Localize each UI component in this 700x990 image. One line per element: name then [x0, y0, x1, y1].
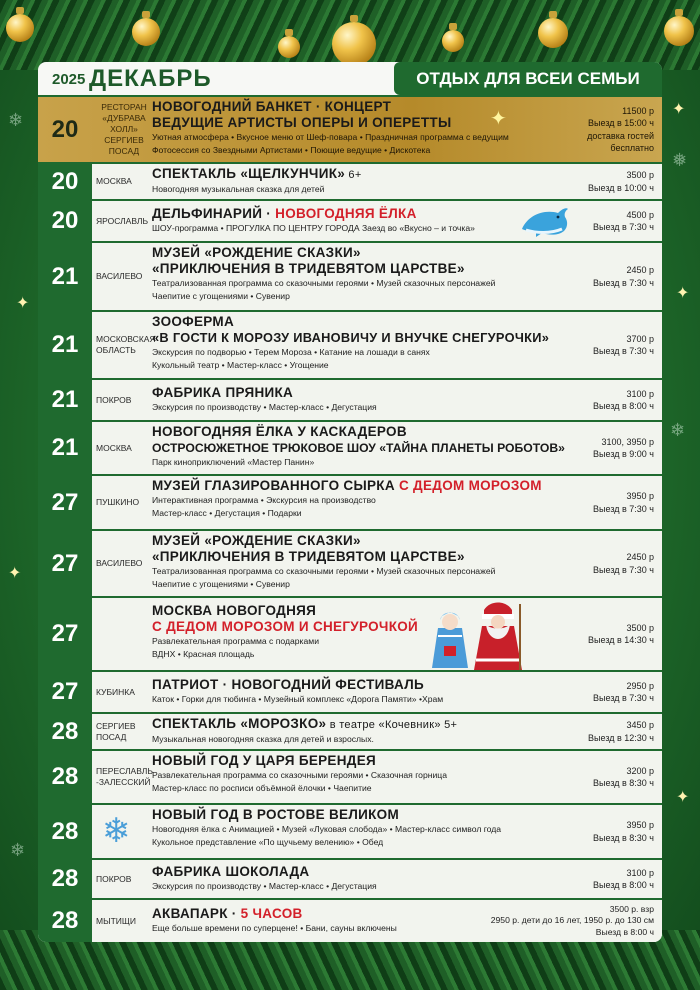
event-row[interactable]: [38, 378, 662, 420]
event-price: [593, 201, 654, 241]
star-icon: ✦: [672, 101, 686, 118]
event-city: СЕРГИЕВ ПОСАД: [96, 720, 136, 742]
event-price: [588, 598, 654, 670]
event-date: 27: [38, 531, 92, 596]
event-body: [152, 533, 588, 590]
header-slogan: ОТДЫХ ДЛЯ ВСЕИ СЕМЬИ: [394, 62, 662, 95]
event-date: 21: [38, 243, 92, 310]
snow-maiden-icon: [430, 606, 470, 668]
event-row[interactable]: [38, 162, 662, 199]
event-city: МЫТИЩИ: [96, 915, 136, 926]
event-desc: ШОУ-программа • ПРОГУЛКА ПО ЦЕНТРУ ГОРОДА Заезд во «Вкусно – и точка»: [152, 223, 475, 233]
schedule-header: [38, 62, 662, 95]
event-row[interactable]: [38, 858, 662, 898]
header-year: 2025: [52, 71, 86, 88]
event-city: МОСКВА: [96, 442, 132, 453]
departure-time: Выезд в 12:30 ч: [588, 732, 654, 743]
event-title: ФАБРИКА ШОКОЛАДА: [152, 864, 310, 879]
event-price: [593, 243, 654, 310]
snowflake-icon: ❄: [102, 812, 131, 850]
event-price: [593, 751, 654, 803]
event-desc: Мастер-класс по росписи объёмной ёлочки • Чаепитие: [152, 782, 372, 793]
event-title-line2: «ПРИКЛЮЧЕНИЯ В ТРИДЕВЯТОМ ЦАРСТВЕ»: [152, 549, 465, 564]
event-title: ДЕЛЬФИНАРИЙ · НОВОГОДНЯЯ ЁЛКА: [152, 206, 417, 221]
event-title: НОВОГОДНИЙ БАНКЕТ · КОНЦЕРТ: [152, 99, 392, 114]
price-value: 3100 р: [626, 388, 654, 399]
event-title: НОВОГОДНЯЯ ЁЛКА У КАСКАДЕРОВ: [152, 424, 407, 439]
event-date: 21: [38, 312, 92, 378]
gold-ornament-icon: [538, 18, 568, 48]
event-price: [593, 312, 654, 378]
event-date: 20: [38, 164, 92, 199]
event-date: 21: [38, 380, 92, 420]
event-desc: Чаепитие с угощениями • Сувенир: [152, 578, 290, 589]
departure-time: Выезд в 8:30 ч: [593, 778, 654, 788]
event-title-extra: 6+: [345, 169, 362, 181]
event-body: [152, 478, 588, 519]
price-note: доставка гостей: [587, 130, 654, 141]
event-desc: Уютная атмосфера • Вкусное меню от Шеф-повара • Праздничная программа с ведущим: [152, 132, 509, 142]
event-price: [593, 476, 654, 529]
event-desc: ВДНХ • Красная площадь: [152, 648, 255, 659]
event-body: [152, 677, 588, 706]
event-desc: Развлекательная программа с подарками: [152, 636, 319, 646]
event-body: [152, 864, 588, 893]
event-row[interactable]: [38, 712, 662, 749]
event-city: ПОКРОВ: [96, 394, 132, 405]
price-value: 3500 р: [626, 170, 654, 180]
event-date: 28: [38, 714, 92, 749]
price-note: 2950 р. дети до 16 лет, 1950 р. до 130 см: [490, 915, 654, 926]
event-desc: Театрализованная программа со сказочными героями • Музей сказочных персонажей: [152, 278, 496, 288]
event-date: 27: [38, 476, 92, 529]
event-row[interactable]: [38, 670, 662, 712]
event-price: [588, 714, 654, 749]
event-city: [96, 805, 154, 858]
departure-time: Выезд в 10:00 ч: [588, 182, 654, 193]
event-desc: Интерактивная программа • Экскурсия на производство: [152, 495, 376, 505]
star-icon: ✦: [16, 295, 30, 312]
departure-time: Выезд в 15:00 ч: [588, 118, 654, 128]
event-title: МУЗЕЙ «РОЖДЕНИЕ СКАЗКИ»: [152, 245, 361, 260]
event-body: [152, 99, 588, 156]
event-city: МОСКОВСКАЯ ОБЛАСТЬ: [96, 334, 156, 355]
event-title: ПАТРИОТ · НОВОГОДНИЙ ФЕСТИВАЛЬ: [152, 677, 425, 692]
event-date: 27: [38, 672, 92, 712]
event-desc: Музыкальная новогодняя сказка для детей и взрослых.: [152, 734, 374, 744]
event-city: ВАСИЛЕВО: [96, 558, 143, 568]
event-desc: Новогодняя ёлка с Анимацией • Музей «Луковая слобода» • Мастер-класс символ года: [152, 824, 502, 834]
price-value: 11500 р: [622, 105, 654, 116]
event-title: СПЕКТАКЛЬ «МОРОЗКО» в театре «Кочевник» 5+: [152, 716, 458, 731]
event-title-highlight: 5 ЧАСОВ: [240, 906, 303, 921]
event-row[interactable]: [38, 898, 662, 942]
event-desc: Экскурсия по подворью • Терем Мороза • Катание на лошади в санях: [152, 347, 430, 357]
event-city: ВАСИЛЕВО: [96, 271, 143, 281]
event-price: [593, 672, 654, 712]
event-date: 27: [38, 598, 92, 670]
event-row[interactable]: [38, 241, 662, 310]
gold-ornament-icon: [442, 30, 464, 52]
event-date: 20: [51, 115, 79, 143]
price-note: бесплатно: [610, 143, 654, 153]
event-title-line2: «ПРИКЛЮЧЕНИЯ В ТРИДЕВЯТОМ ЦАРСТВЕ»: [152, 261, 465, 276]
event-title-line2: «В ГОСТИ К МОРОЗУ ИВАНОВИЧУ И ВНУЧКЕ СНЕГУРОЧКИ»: [152, 330, 550, 345]
event-title: МУЗЕЙ ГЛАЗИРОВАННОГО СЫРКА С ДЕДОМ МОРОЗОМ: [152, 478, 542, 493]
price-value: 2450 р: [626, 265, 654, 275]
event-date: 20: [38, 201, 92, 241]
departure-time: Выезд в 7:30 ч: [593, 693, 654, 703]
event-date: 28: [38, 751, 92, 803]
schedule-card: [38, 62, 662, 942]
event-row[interactable]: [38, 803, 662, 858]
price-value: 3700 р: [626, 333, 654, 344]
event-title: МОСКВА НОВОГОДНЯЯ: [152, 603, 317, 618]
event-title: МУЗЕЙ «РОЖДЕНИЕ СКАЗКИ»: [152, 533, 361, 548]
departure-time: Выезд в 8:00 ч: [593, 880, 654, 890]
event-city: ПУШКИНО: [96, 497, 140, 507]
event-title-highlight: С ДЕДОМ МОРОЗОМ И СНЕГУРОЧКОЙ: [152, 619, 419, 634]
event-row[interactable]: [38, 749, 662, 803]
event-row[interactable]: [38, 420, 662, 474]
event-price: [593, 380, 654, 420]
event-desc: Мастер-класс • Дегустация • Подарки: [152, 507, 302, 518]
gold-ornament-icon: [278, 36, 300, 58]
sparkle-icon: ✦: [490, 108, 507, 130]
event-date: 28: [38, 805, 92, 858]
event-desc: Фотосессия со Звездными Артистами • Поющие ведущие • Дискотека: [152, 144, 431, 155]
event-row[interactable]: [38, 529, 662, 596]
event-desc: Парк киноприключений «Мастер Панин»: [152, 457, 315, 467]
event-row-featured[interactable]: [38, 95, 662, 162]
event-title-highlight: НОВОГОДНЯЯ ЁЛКА: [275, 206, 417, 221]
departure-time: Выезд в 7:30 ч: [593, 222, 654, 232]
snowflake-icon: ❄: [10, 840, 26, 860]
dolphin-icon: [518, 203, 572, 241]
event-row[interactable]: [38, 474, 662, 529]
departure-time: Выезд в 7:30 ч: [593, 346, 654, 356]
event-desc: Кукольное представление «По щучьему велению» • Обед: [152, 836, 384, 847]
event-title-line2: ОСТРОСЮЖЕТНОЕ ТРЮКОВОЕ ШОУ «ТАЙНА ПЛАНЕТЫ РОБОТОВ»: [152, 441, 565, 455]
event-title: НОВЫЙ ГОД У ЦАРЯ БЕРЕНДЕЯ: [152, 753, 377, 768]
event-title: НОВЫЙ ГОД В РОСТОВЕ ВЕЛИКОМ: [152, 807, 400, 822]
departure-time: Выезд в 14:30 ч: [588, 635, 654, 645]
event-city: ЯРОСЛАВЛЬ: [96, 215, 149, 226]
event-title: ЗООФЕРМА: [152, 314, 235, 329]
star-icon: ✦: [676, 789, 690, 806]
event-title: ФАБРИКА ПРЯНИКА: [152, 385, 294, 400]
event-city: [96, 598, 154, 670]
event-body: [152, 385, 588, 414]
event-city: ПОКРОВ: [96, 873, 132, 884]
departure-time: Выезд в 8:00 ч: [593, 401, 654, 411]
event-desc: Кукольный театр • Мастер-класс • Угощение: [152, 359, 329, 370]
event-body: [152, 166, 588, 196]
event-desc: Новогодняя музыкальная сказка для детей: [152, 184, 325, 194]
price-value: 3500 р: [626, 622, 654, 633]
event-title: АКВАПАРК · 5 ЧАСОВ: [152, 906, 303, 921]
event-title-highlight: С ДЕДОМ МОРОЗОМ: [398, 478, 542, 493]
departure-time: Выезд в 7:30 ч: [593, 277, 654, 288]
event-desc: Каток • Горки для тюбинга • Музейный комплекс «Дорога Памяти» •Храм: [152, 694, 444, 704]
event-body: [152, 807, 596, 848]
gold-ornament-icon: [332, 22, 376, 66]
price-value: 2950 р: [626, 680, 654, 691]
event-price: [593, 860, 654, 898]
event-title-extra: в театре «Кочевник» 5+: [326, 719, 458, 731]
event-city: ПЕРЕСЛАВЛЬ -ЗАЛЕССКИЙ: [96, 766, 153, 787]
departure-time: Выезд в 9:00 ч: [593, 449, 654, 459]
event-desc: Развлекательная программа со сказочными героями • Сказочная горница: [152, 770, 447, 780]
event-body: [152, 753, 588, 794]
departure-time: Выезд в 7:30 ч: [593, 564, 654, 575]
price-value: 3950 р: [626, 491, 654, 501]
event-price: [593, 422, 654, 474]
event-price: [491, 900, 654, 942]
event-city: МОСКВА: [96, 176, 132, 186]
event-price: [587, 97, 654, 162]
gold-ornament-icon: [6, 14, 34, 42]
star-icon: ✦: [676, 285, 690, 302]
gold-ornament-icon: [132, 18, 160, 46]
event-date: 21: [38, 422, 92, 474]
departure-time: Выезд в 8:30 ч: [593, 832, 654, 843]
event-price: [588, 164, 654, 199]
price-value: 3450 р: [626, 720, 654, 730]
event-body: [152, 424, 602, 469]
event-desc: Экскурсия по производству • Мастер-класс • Дегустация: [152, 881, 377, 891]
star-icon: ✦: [8, 565, 22, 582]
event-desc: Театрализованная программа со сказочными героями • Музей сказочных персонажей: [152, 566, 496, 576]
price-value: 3100 р: [626, 867, 654, 878]
event-row[interactable]: [38, 199, 662, 241]
event-title: СПЕКТАКЛЬ «ЩЕЛКУНЧИК» 6+: [152, 166, 362, 181]
price-value: 4500 р: [626, 209, 654, 220]
departure-time: Выезд в 7:30 ч: [593, 503, 654, 514]
price-value: 3100, 3950 р: [601, 436, 654, 447]
event-row[interactable]: [38, 596, 662, 670]
santa-claus-icon: [472, 600, 524, 670]
event-city: РЕСТОРАН «ДУБРАВА ХОЛЛ» СЕРГИЕВ ПОСАД: [101, 102, 147, 156]
header-month: ДЕКАБРЬ: [89, 65, 212, 92]
price-value: 2450 р: [626, 552, 654, 562]
price-value: 3950 р: [626, 820, 654, 830]
snowflake-icon: ❄: [670, 420, 686, 440]
snowflake-icon: ❄: [8, 110, 24, 130]
event-price: [593, 531, 654, 596]
price-value: 3200 р: [626, 765, 654, 776]
event-body: [152, 716, 588, 746]
price-value: 3500 р. взр: [609, 903, 654, 914]
event-body: [152, 314, 600, 371]
event-price: [593, 805, 654, 858]
event-row[interactable]: [38, 310, 662, 378]
event-date: 28: [38, 860, 92, 898]
event-desc: Чаепитие с угощениями • Сувенир: [152, 290, 290, 301]
event-date: 28: [38, 900, 92, 942]
event-desc: Еще больше времени по суперцене! • Бани, сауны включены: [152, 923, 397, 933]
gold-ornament-icon: [664, 16, 694, 46]
event-city: КУБИНКА: [96, 686, 135, 697]
departure-time: Выезд в 8:00 ч: [595, 926, 654, 937]
event-desc: Экскурсия по производству • Мастер-класс • Дегустация: [152, 402, 377, 412]
event-title-line2: ВЕДУЩИЕ АРТИСТЫ ОПЕРЫ И ОПЕРЕТТЫ: [152, 115, 452, 130]
event-body: [152, 245, 588, 302]
snowflake-icon: ❅: [672, 150, 688, 170]
